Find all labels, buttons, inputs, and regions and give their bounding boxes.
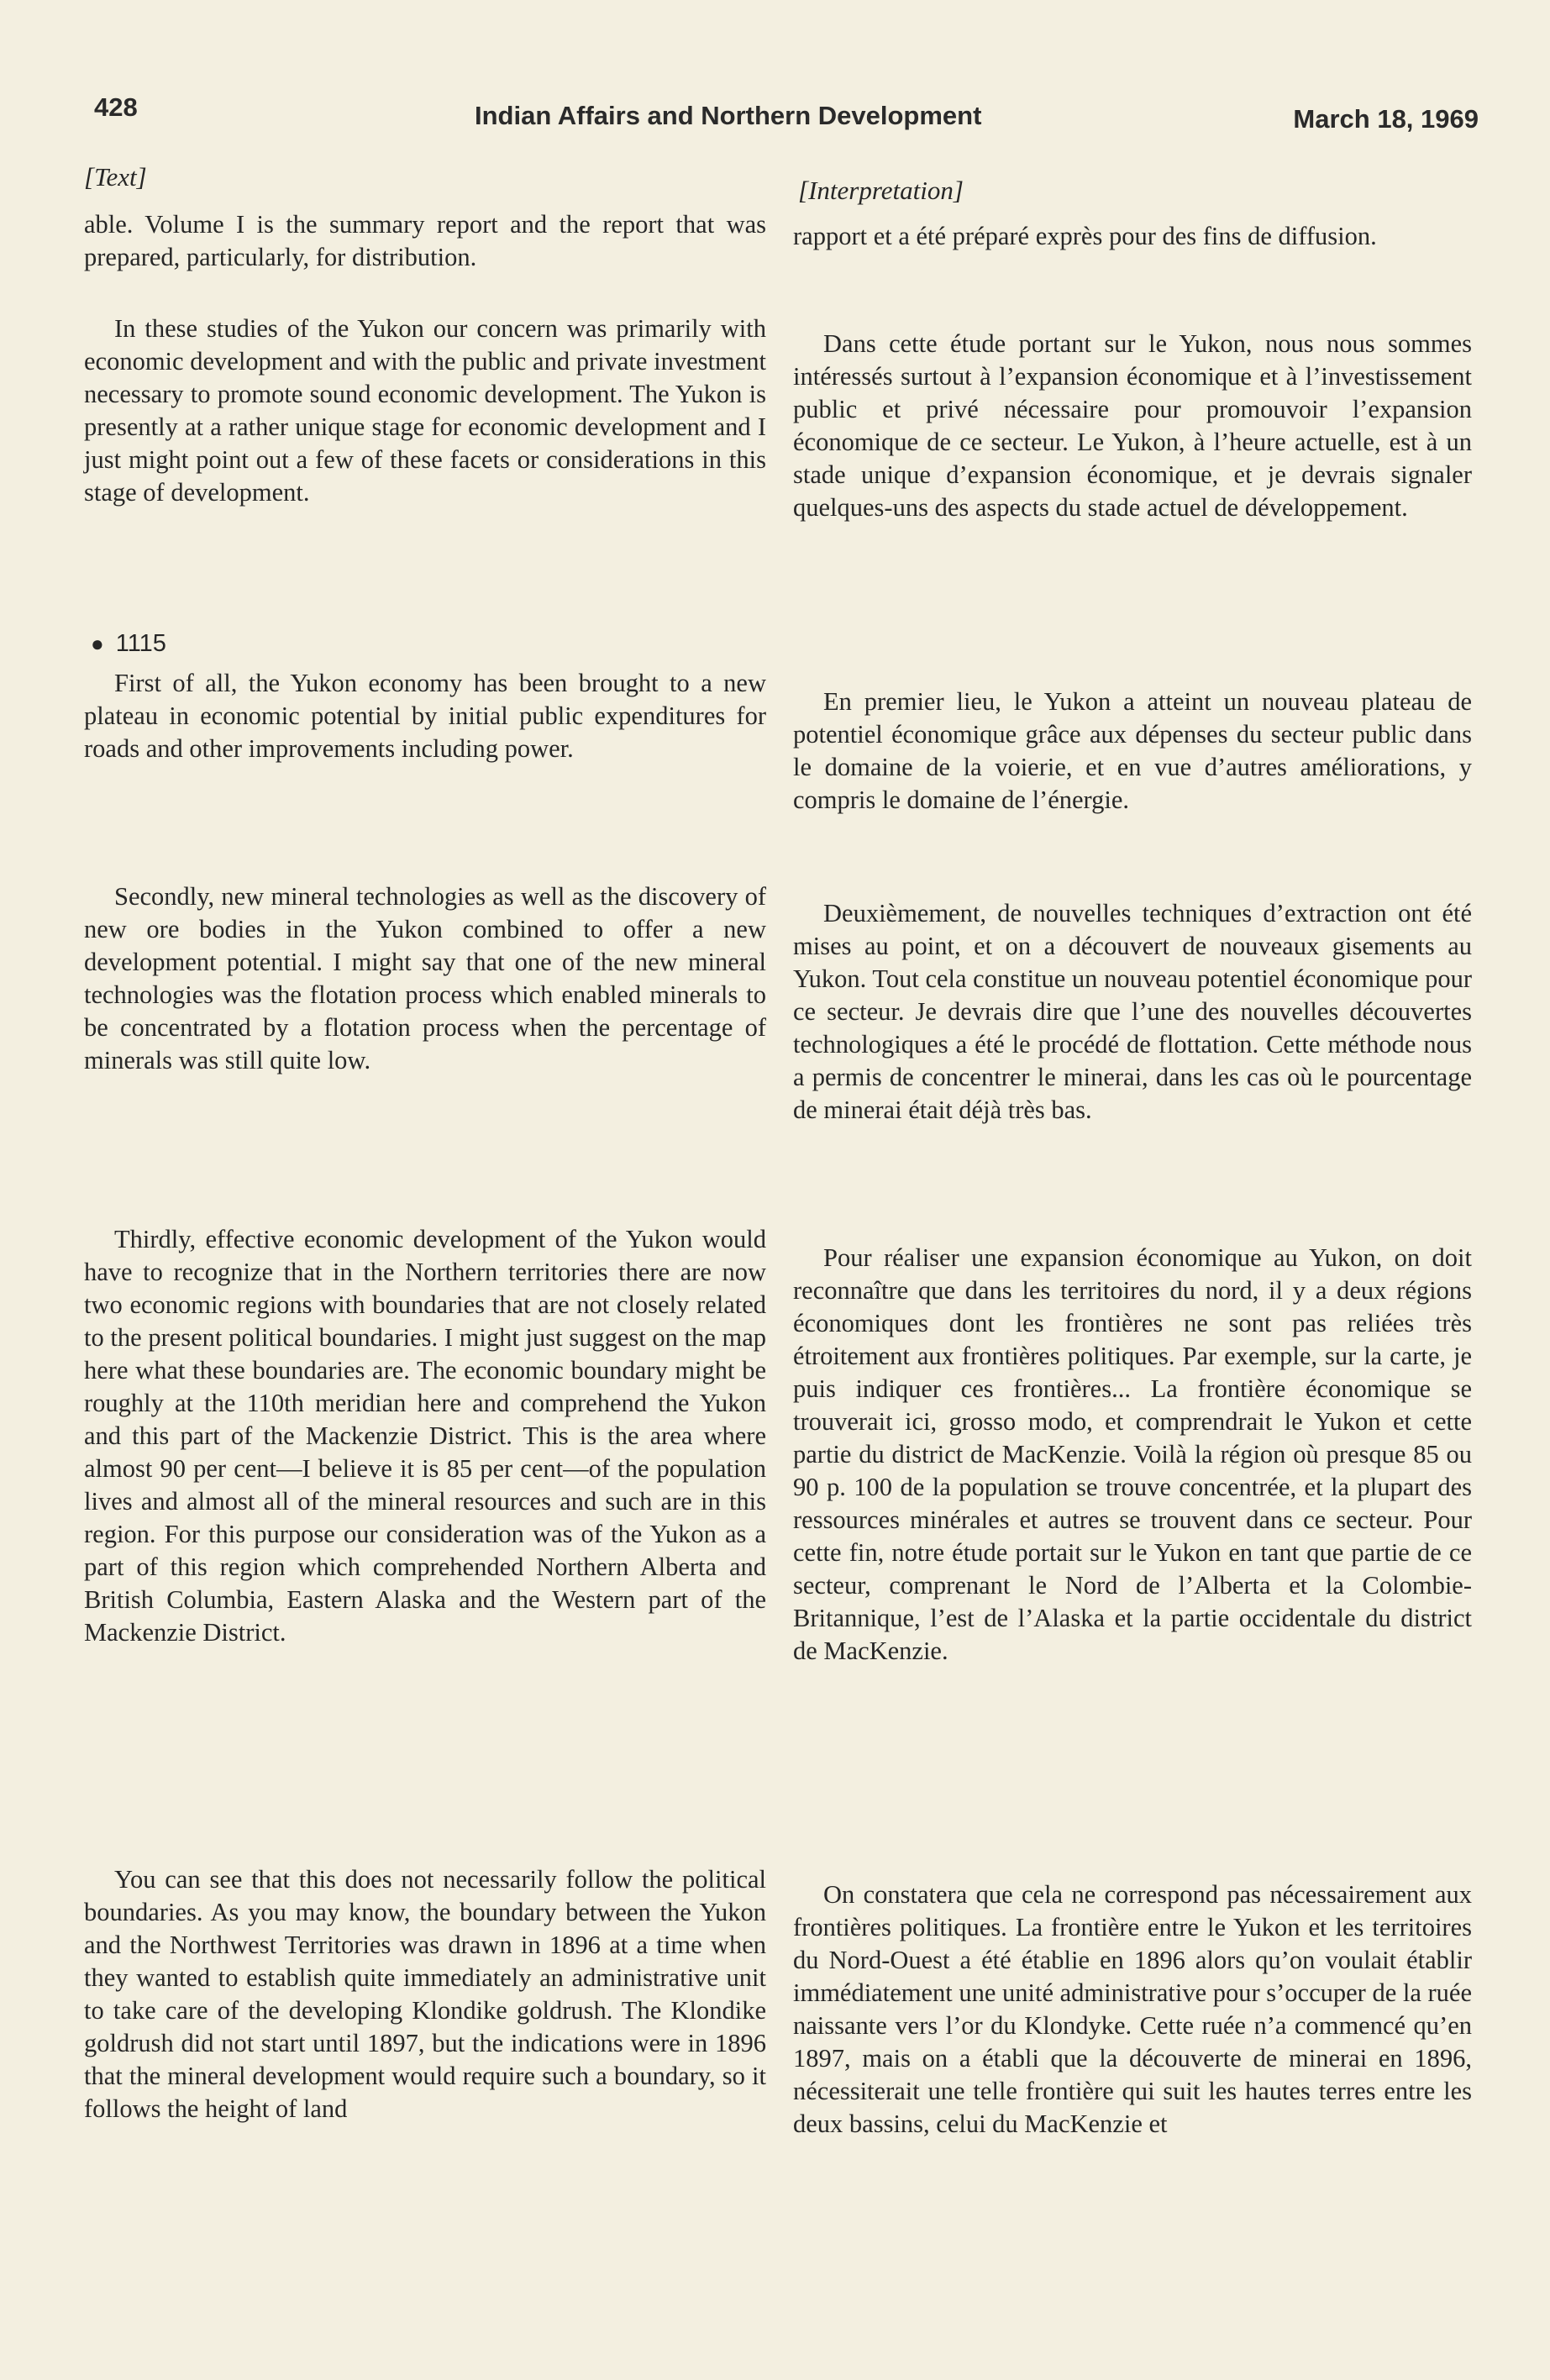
publication-date: March 18, 1969 — [1293, 104, 1479, 134]
section-marker — [91, 628, 166, 659]
paragraph: On constatera que cela ne correspond pas nécessairement aux frontières politiques. La frontière entre le Yukon et les territoires du Nord-Ouest a été établie en 1896 alors qu’on voulait établir immédiatement une unité administrative pour s’occuper de la ruée naissante vers l’or du Klondyke. Cette ruée n’a commencé qu’en 1897, mais on a établi que la découverte de minerai en 1896, nécessiterait une telle frontière qui suit les hautes terres entre les deux bassins, celui du MacKenzie et — [793, 1880, 1472, 2138]
paragraph: You can see that this does not necessarily follow the political boundaries. As you may know, the boundary between the Yukon and the Northwest Territories was drawn in 1896 at a time when they wanted to establish quite immediately an administrative unit to take care of the developing Klondike goldrush. The Klondike goldrush did not start until 1897, but the indications were in 1896 that the mineral development would require such a boundary, so it follows the height of land — [84, 1865, 766, 2123]
paragraph: Thirdly, effective economic development of the Yukon would have to recognize that in the Northern territories there are now two economic regions with boundaries that are not closely related to the present political boundaries. I might just suggest on the map here what these boundaries are. The economic boundary might be roughly at the 110th meridian here and comprehend the Yukon and this part of the Mackenzie District. This is the area where almost 90 per cent—I believe it is 85 per cent—of the population lives and almost all of the mineral resources and such are in this region. For this purpose our consideration was of the Yukon as a part of this region which comprehended Northern Alberta and British Columbia, Eastern Alaska and the Western part of the Mackenzie District. — [84, 1225, 766, 1647]
marker-number: 1115 — [115, 630, 166, 657]
paragraph: Dans cette étude portant sur le Yukon, nous nous sommes intéressés surtout à l’expansion économique et à l’investissement public et privé nécessaire pour promouvoir l’expansion économique de ce secteur. Le Yukon, à l’heure actuelle, est à un stade unique d’expansion économique, et je devrais signaler quelques-uns des aspects du stade actuel de développement. — [793, 329, 1472, 522]
text-label: [Text] — [84, 162, 147, 192]
paragraph: Deuxièmement, de nouvelles techniques d’extraction ont été mises au point, et on a découvert de nouveaux gisements au Yukon. Tout cela constitue un nouveau potentiel économique pour ce secteur. Je devrais dire que l’une des nouvelles découvertes technologiques a été le procédé de flottation. Cette méthode nous a permis de concentrer le minerai, dans les cas où le pourcentage de minerai était déjà très bas. — [793, 899, 1472, 1124]
paragraph: In these studies of the Yukon our concern was primarily with economic development and with the public and private investment necessary to promote sound economic development. The Yukon is presently at a rather unique stage for economic development and I just might point out a few of these facets or considerations in this stage of development. — [84, 314, 766, 507]
bullet-icon: ● — [91, 631, 104, 656]
paragraph: able. Volume I is the summary report and the report that was prepared, particularly, for distribution. — [84, 210, 766, 271]
paragraph: rapport et a été préparé exprès pour des fins de diffusion. — [793, 222, 1377, 250]
paragraph: En premier lieu, le Yukon a atteint un nouveau plateau de potentiel économique grâce aux dépenses du secteur public dans le domaine de la voierie, et en vue d’autres améliorations, y compris le domaine de l’énergie. — [793, 687, 1472, 814]
page-number: 428 — [94, 92, 138, 122]
paragraph: Pour réaliser une expansion économique au Yukon, on doit reconnaître que dans les territoires du nord, il y a deux régions économiques dont les frontières ne sont pas reliées très étroitement aux frontières politiques. Par exemple, sur la carte, je puis indiquer ces frontières... La frontière économique se trouverait ici, grosso modo, et comprendrait le Yukon et cette partie du district de MacKenzie. Voilà la région où presque 85 ou 90 p. 100 de la population se trouve concentrée, et la plupart des ressources minérales et autres se trouvent dans ce secteur. Pour cette fin, notre étude portait sur le Yukon en tant que partie de ce secteur, comprenant le Nord de l’Alberta et la Colombie-Britannique, l’est de l’Alaska et la partie occidentale du district de MacKenzie. — [793, 1243, 1472, 1665]
page-header — [94, 92, 1479, 143]
interpretation-label: [Interpretation] — [798, 176, 964, 205]
publication-title: Indian Affairs and Northern Development — [475, 101, 982, 130]
paragraph: Secondly, new mineral technologies as well as the discovery of new ore bodies in the Yukon combined to offer a new development potential. I might say that one of the new mineral technologies was the flotation process which enabled minerals to be concentrated by a flotation process when the percentage of minerals was still quite low. — [84, 882, 766, 1074]
paragraph: First of all, the Yukon economy has been brought to a new plateau in economic potential by initial public expenditures for roads and other improvements including power. — [84, 669, 766, 763]
